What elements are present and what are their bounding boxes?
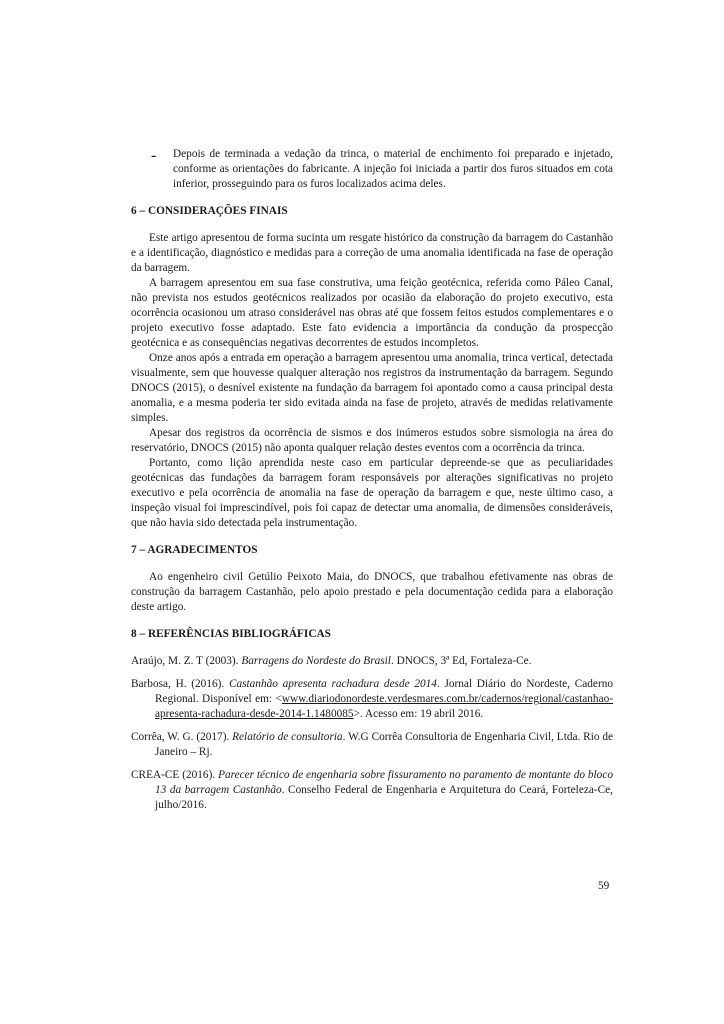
reference-item [131,768,613,813]
reference-item [131,654,613,669]
section-6-paragraph-2: A barragem apresentou em sua fase construtiva, uma feição geotécnica, referida como Páleo Canal, não prevista nos estudos geotécnicos realizados por ocasião da elaboração do projeto executivo, esta ocorrência ocasionou um atraso considerável nas obras até que fossem feitos estudos complementares e o projeto executivo fosse adaptado. Este fato evidencia a importância da condução da prospecção geotécnica e as consequências negativas decorrentes de estudos incompletos. [131,277,613,349]
reference-details: . DNOCS, 3ª Ed, Fortaleza-Ce. [390,655,532,667]
reference-access-date: >. Acesso em: 19 abril 2016. [353,708,484,720]
reference-details: . W.G Corrêa Consultoria de Engenharia Civil, Ltda. Rio de Janeiro – Rj. [155,731,613,758]
section-7-paragraph: Ao engenheiro civil Getúlio Peixoto Maia, do DNOCS, que trabalhou efetivamente nas obras de construção da barragem Castanhão, pelo apoio prestado e pela documentação cedida para a elaboração deste artigo. [131,571,613,613]
section-6-paragraph-3: Onze anos após a entrada em operação a barragem apresentou uma anomalia, trinca vertical, detectada visualmente, sem que houvesse qualquer alteração nos registros da instrumentação da barragem. Segundo DNOCS (2015), o desnível existente na fundação da barragem foi apontado como a causa principal desta anomalia, e a mesma poderia ter sido evitada ainda na fase de projeto, através de medidas relativamente simples. [131,352,613,424]
section-6-heading: 6 – CONSIDERAÇÕES FINAIS [131,205,288,217]
section-6-paragraph-4: Apesar dos registros da ocorrência de sismos e dos inúmeros estudos sobre sismologia na área do reservatório, DNOCS (2015) não aponta qualquer relação destes eventos com a ocorrência da trinca. [131,427,613,454]
reference-item [131,677,613,722]
bullet-item [131,147,613,192]
page-body [131,147,613,813]
reference-author: Araújo, M. Z. T (2003). [131,655,242,667]
reference-details: . Conselho Federal de Engenharia e Arquitetura do Ceará, Forteleza-Ce, julho/2016. [155,784,613,811]
reference-title: Parecer técnico de engenharia sobre fissuramento no paramento de montante do bloco 13 da barragem Castanhão [155,769,613,796]
reference-title: Relatório de consultoria [232,731,343,743]
reference-item [131,730,613,760]
reference-author: CREA-CE (2016). [131,769,219,781]
reference-title: Castanhão apresenta rachadura desde 2014 [228,678,437,690]
section-7-heading: 7 – AGRADECIMENTOS [131,544,258,556]
reference-title: Barragens do Nordeste do Brasil [241,655,391,667]
reference-author: Barbosa, H. (2016). [131,678,229,690]
reference-details: . Jornal Diário do Nordeste, Caderno Regional. Disponível em: < [155,678,614,705]
page-number: 59 [598,880,610,892]
section-6-paragraph-1: Este artigo apresentou de forma sucinta um resgate histórico da construção da barragem do Castanhão e a identificação, diagnóstico e medidas para a correção de uma anomalia identificada na fase de operação da barragem. [131,232,613,274]
section-6-paragraph-5: Portanto, como lição aprendida neste caso em particular depreende-se que as peculiaridades geotécnicas das fundações da barragem foram responsáveis por alterações significativas no projeto executivo e pela ocorrência de anomalia na fase de operação da barragem e que, neste último caso, a inspeção visual foi imprescindível, pois foi capaz de detectar uma anomalia, de dimensões consideráveis, que não havia sido detectada pela instrumentação. [131,457,613,529]
reference-author: Corrêa, W. G. (2017). [131,731,233,743]
section-8-heading: 8 – REFERÊNCIAS BIBLIOGRÁFICAS [131,628,331,640]
bullet-dash: - [151,147,157,164]
bullet-text: Depois de terminada a vedação da trinca, o material de enchimento foi preparado e injetado, conforme as orientações do fabricante. A injeção foi iniciada a partir dos furos situados em cota inferior, prosseguindo para os furos localizados acima deles. [173,148,613,190]
reference-link[interactable]: www.diariodonordeste.verdesmares.com.br/cadernos/regional/castanhao-apresenta-rachadura-desde-2014-1.1480085 [155,693,613,720]
